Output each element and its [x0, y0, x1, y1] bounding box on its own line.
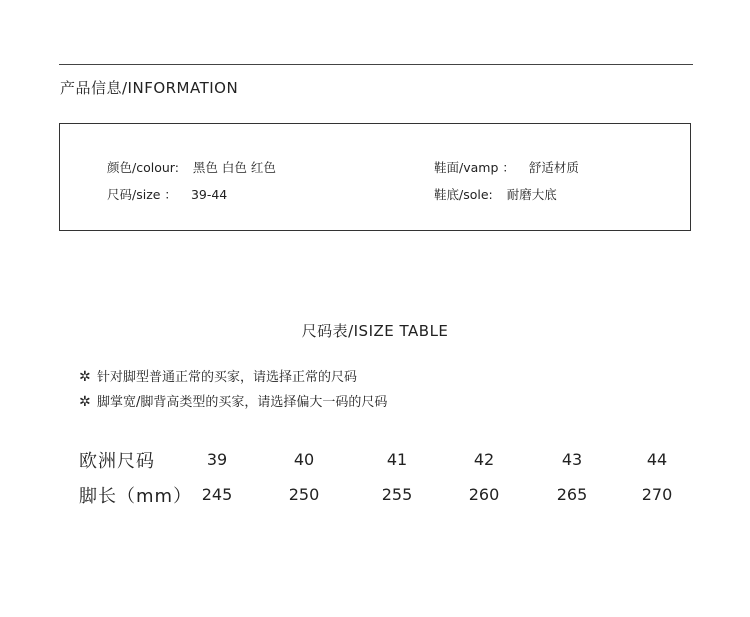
table-cell: 39 [206, 450, 228, 469]
vamp-value: 舒适材质 [528, 160, 579, 175]
vamp-row [434, 158, 579, 176]
colour-value: 黑色 白色 红色 [192, 160, 276, 175]
size-note [79, 366, 357, 385]
size-label: 尺码/size ： [107, 187, 177, 202]
size-value: 39-44 [190, 187, 228, 202]
sole-value: 耐磨大底 [506, 187, 557, 202]
table-cell: 43 [561, 450, 583, 469]
vamp-label: 鞋面/vamp ： [434, 160, 515, 175]
table-cell: 40 [293, 450, 315, 469]
star-icon: ✲ [79, 369, 91, 385]
size-note [79, 391, 387, 410]
eu-size-row [0, 447, 750, 473]
eu-size-label: 欧洲尺码 [79, 451, 155, 472]
colour-row [107, 158, 276, 176]
product-info-box [59, 123, 691, 231]
table-cell: 255 [381, 485, 413, 504]
table-cell: 42 [473, 450, 495, 469]
note-text: 脚掌宽/脚背高类型的买家，请选择偏大一码的尺码 [97, 395, 388, 410]
foot-length-row [0, 482, 750, 508]
size-table-title: 尺码表/ISIZE TABLE [301, 322, 449, 340]
colour-label: 颜色/colour: [107, 160, 179, 175]
foot-length-label: 脚长（mm） [79, 486, 193, 507]
table-cell: 270 [641, 485, 673, 504]
star-icon: ✲ [79, 394, 91, 410]
size-row [107, 185, 227, 203]
info-section-title: 产品信息/INFORMATION [60, 79, 239, 97]
top-divider [59, 64, 693, 65]
table-cell: 41 [386, 450, 408, 469]
table-cell: 265 [556, 485, 588, 504]
table-cell: 260 [468, 485, 500, 504]
table-cell: 250 [288, 485, 320, 504]
table-cell: 44 [646, 450, 668, 469]
sole-row [434, 185, 557, 203]
table-cell: 245 [201, 485, 233, 504]
note-text: 针对脚型普通正常的买家，请选择正常的尺码 [97, 370, 358, 385]
sole-label: 鞋底/sole: [434, 187, 493, 202]
